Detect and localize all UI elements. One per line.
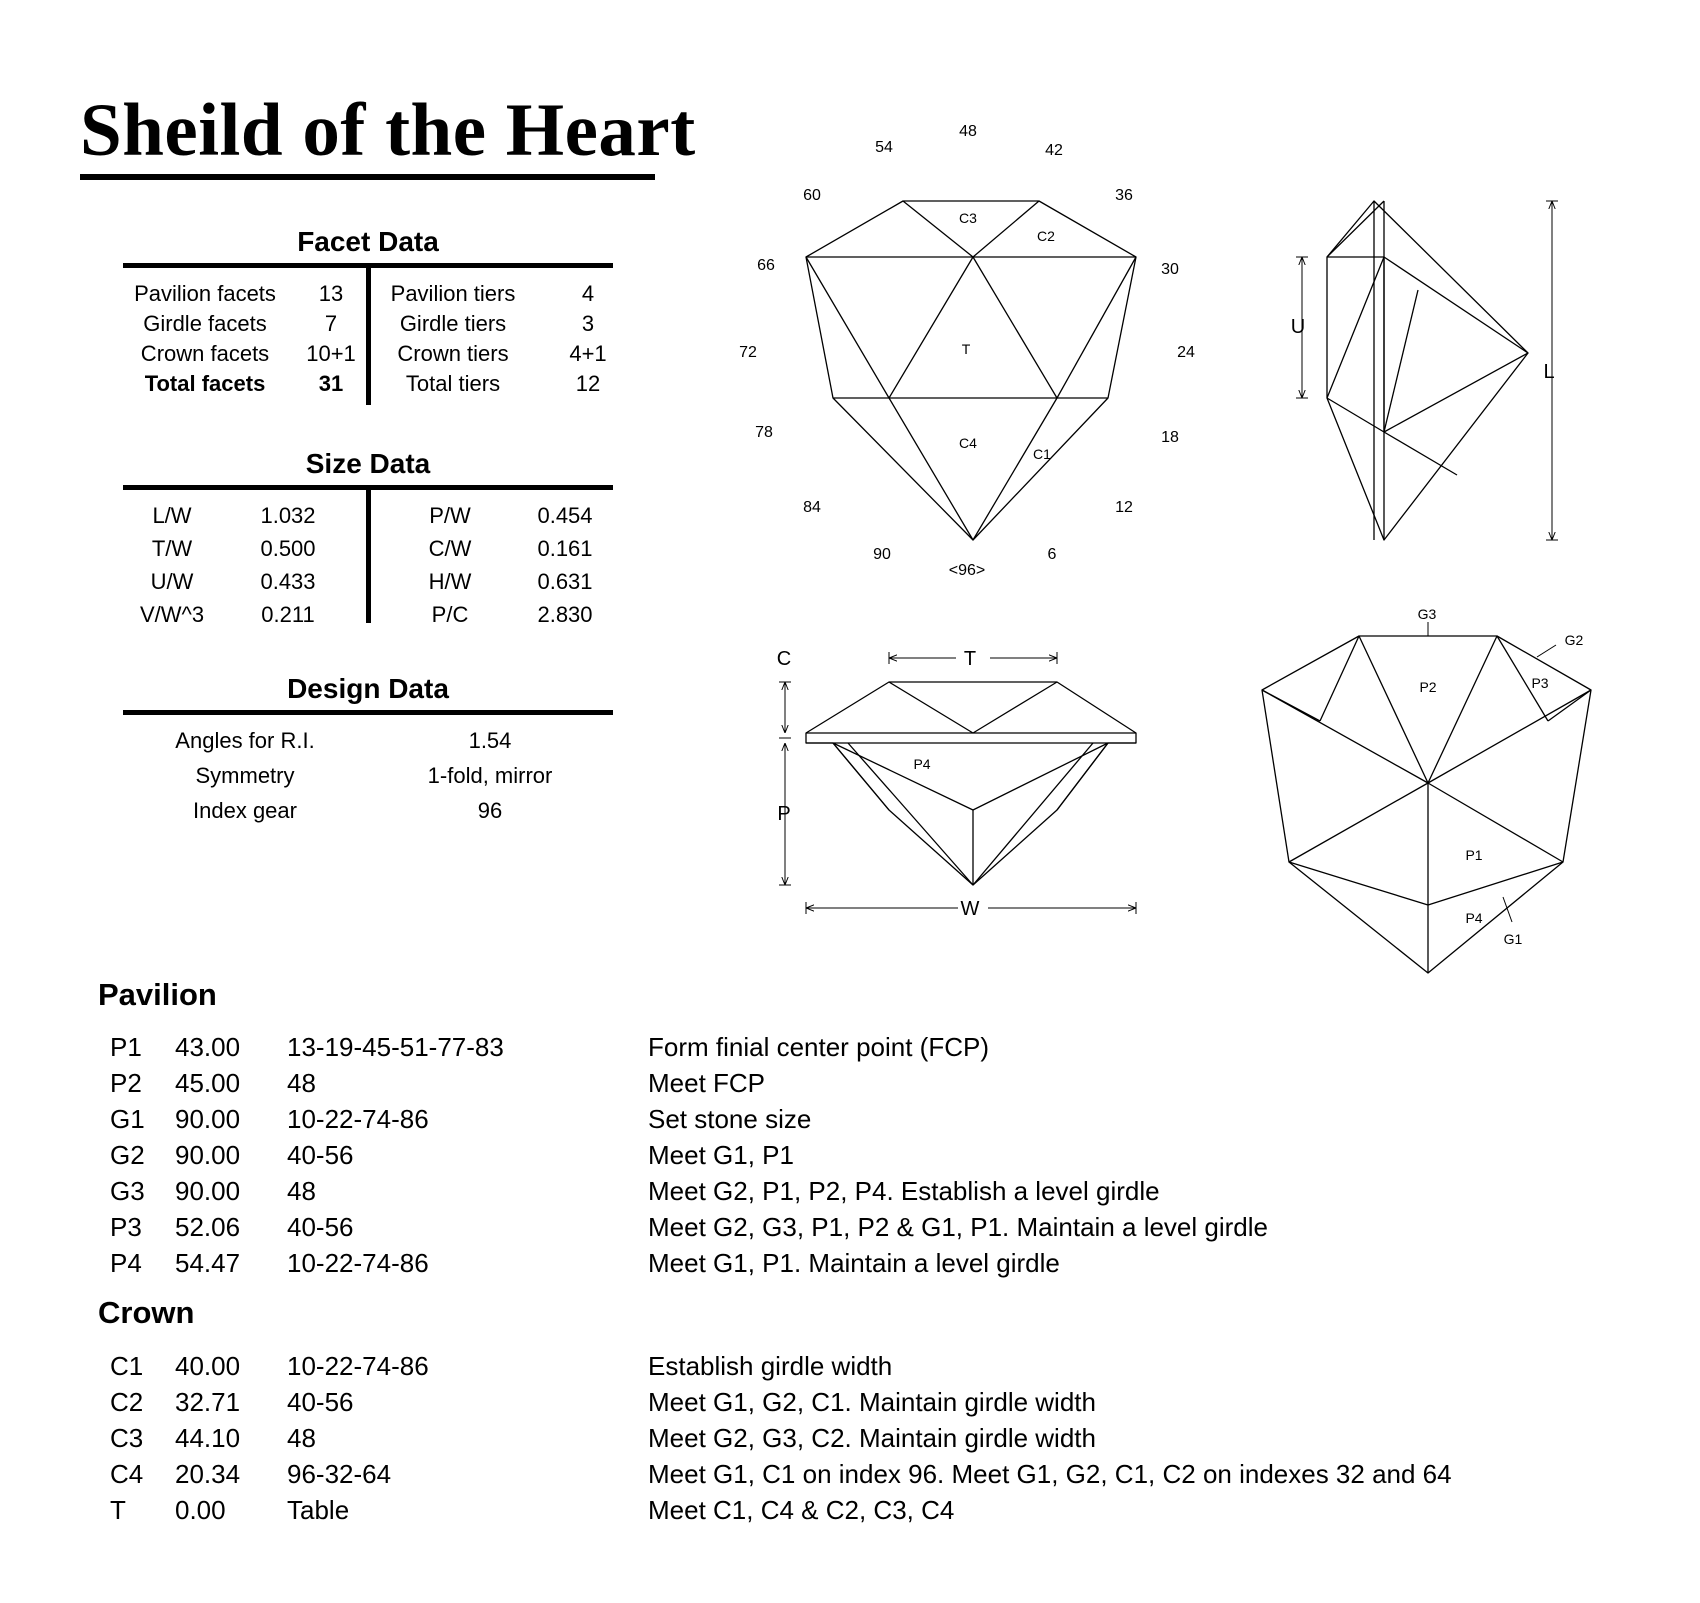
tier-value: 3	[581, 311, 595, 336]
size-value: 0.433	[260, 569, 316, 594]
facet-note: Meet G2, P1, P2, P4. Establish a level girdle	[648, 1176, 1160, 1206]
facet-angle: 0.00	[175, 1495, 226, 1525]
facet-note: Meet C1, C4 & C2, C3, C4	[648, 1495, 955, 1525]
tier-label: Girdle tiers	[399, 311, 507, 336]
size-label: L/W	[152, 503, 192, 528]
profile-dimension-lines	[779, 652, 1136, 914]
page-title: Sheild of the Heart	[80, 89, 696, 172]
side-dimension-label: L	[1543, 361, 1555, 383]
facet-id: G3	[110, 1176, 145, 1206]
size-label: V/W^3	[139, 602, 205, 627]
crown-view-diagram	[806, 201, 1136, 540]
index-label: 60	[803, 187, 821, 204]
side-dimension-label: U	[1290, 316, 1306, 338]
facet-index: Table	[287, 1495, 350, 1525]
facet-angle: 45.00	[175, 1068, 241, 1098]
pavilion-facet-label: P2	[1419, 679, 1437, 695]
profile-label: P	[777, 803, 791, 825]
index-label: 54	[875, 139, 893, 156]
crown-facet-label: C2	[1037, 228, 1055, 244]
pavilion-facet-label: P3	[1531, 675, 1549, 691]
facet-note: Meet G1, P1. Maintain a level girdle	[648, 1248, 1060, 1278]
index-label: 42	[1045, 142, 1063, 159]
facet-index: 13-19-45-51-77-83	[287, 1032, 504, 1062]
size-label: P/C	[431, 602, 469, 627]
size-value: 0.631	[537, 569, 593, 594]
facet-index: 96-32-64	[287, 1459, 392, 1489]
size-value: 0.211	[261, 602, 315, 627]
facet-note: Meet FCP	[648, 1068, 766, 1098]
facet-label: Girdle facets	[143, 311, 267, 336]
facet-note: Meet G2, G3, P1, P2 & G1, P1. Maintain a level girdle	[648, 1212, 1268, 1242]
size-value: 0.161	[537, 536, 593, 561]
crown-heading: Crown	[98, 1295, 195, 1330]
index-label: 72	[739, 344, 757, 361]
index-label: 12	[1115, 499, 1133, 516]
facet-note: Establish girdle width	[648, 1351, 893, 1381]
tier-value: 12	[575, 371, 601, 396]
index-label: 18	[1161, 429, 1179, 446]
facet-data-heading: Facet Data	[297, 226, 439, 257]
facet-index: 48	[287, 1068, 316, 1098]
side-dimension-lines	[1296, 201, 1558, 540]
facet-id: C1	[110, 1351, 144, 1381]
facet-label: Crown facets	[140, 341, 270, 366]
index-label: 6	[1047, 546, 1057, 563]
size-label: P/W	[429, 503, 471, 528]
facet-index: 48	[287, 1176, 316, 1206]
size-label: U/W	[150, 569, 194, 594]
pavilion-facet-label: G1	[1503, 931, 1523, 947]
profile-view-diagram	[806, 682, 1136, 885]
facet-index: 48	[287, 1423, 316, 1453]
profile-facet-label: P4	[913, 756, 931, 772]
index-label: 36	[1115, 187, 1133, 204]
size-data-heading: Size Data	[305, 448, 431, 479]
facet-id: G2	[110, 1140, 145, 1170]
facet-id: P4	[110, 1248, 142, 1278]
index-label: 90	[873, 546, 891, 563]
facet-value: 10+1	[306, 341, 356, 366]
tier-label: Total tiers	[405, 371, 501, 396]
facet-id: C4	[110, 1459, 144, 1489]
tier-value: 4	[581, 281, 595, 306]
pavilion-facet-label: G2	[1564, 632, 1584, 648]
facet-note: Form finial center point (FCP)	[648, 1032, 989, 1062]
facet-note: Meet G2, G3, C2. Maintain girdle width	[648, 1423, 1096, 1453]
facet-value-total: 31	[318, 371, 344, 396]
pavilion-instructions	[0, 1032, 1700, 1284]
facet-label-total: Total facets	[144, 371, 266, 396]
facet-id: P1	[110, 1032, 142, 1062]
profile-label: T	[963, 648, 977, 670]
facet-id: T	[110, 1495, 126, 1525]
facet-index: 10-22-74-86	[287, 1104, 429, 1134]
tier-value: 4+1	[569, 341, 607, 366]
index-label: 66	[757, 257, 775, 274]
facet-id: G1	[110, 1104, 145, 1134]
facet-id: C3	[110, 1423, 144, 1453]
facet-angle: 90.00	[175, 1104, 241, 1134]
size-label: T/W	[151, 536, 193, 561]
index-label: 84	[803, 499, 821, 516]
facet-note: Meet G1, P1	[648, 1140, 794, 1170]
index-label: 30	[1161, 261, 1179, 278]
pavilion-heading: Pavilion	[98, 977, 217, 1012]
design-label: Angles for R.I.	[175, 728, 315, 753]
design-label: Index gear	[193, 798, 297, 823]
size-value: 0.500	[260, 536, 316, 561]
size-value: 2.830	[537, 602, 593, 627]
facet-angle: 44.10	[175, 1423, 241, 1453]
tier-label: Crown tiers	[397, 341, 509, 366]
size-value: 1.032	[260, 503, 316, 528]
facet-index: 40-56	[287, 1387, 354, 1417]
facet-angle: 40.00	[175, 1351, 241, 1381]
facet-angle: 32.71	[175, 1387, 241, 1417]
facet-angle: 90.00	[175, 1140, 241, 1170]
facet-index: 40-56	[287, 1212, 354, 1242]
design-label: Symmetry	[195, 763, 295, 788]
index-label: 48	[959, 123, 977, 140]
pavilion-facet-label: P1	[1465, 847, 1483, 863]
pavilion-facet-label: P4	[1465, 910, 1483, 926]
facet-note: Meet G1, C1 on index 96. Meet G1, G2, C1, C2 on indexes 32 and 64	[648, 1459, 1452, 1489]
tier-label: Pavilion tiers	[390, 281, 516, 306]
size-label: C/W	[428, 536, 472, 561]
crown-facet-label: C3	[959, 210, 977, 226]
facet-angle: 54.47	[175, 1248, 241, 1278]
facet-index: 10-22-74-86	[287, 1248, 429, 1278]
facet-angle: 90.00	[175, 1176, 241, 1206]
facet-value: 13	[318, 281, 344, 306]
profile-label: C	[776, 648, 792, 670]
facet-index: 10-22-74-86	[287, 1351, 429, 1381]
index-label: 78	[755, 424, 773, 441]
facet-id: P2	[110, 1068, 142, 1098]
facet-angle: 20.34	[175, 1459, 241, 1489]
facet-id: P3	[110, 1212, 142, 1242]
design-value: 96	[477, 798, 503, 823]
facet-index: 40-56	[287, 1140, 354, 1170]
side-view-diagram	[1327, 201, 1528, 540]
facet-angle: 52.06	[175, 1212, 241, 1242]
facet-angle: 43.00	[175, 1032, 241, 1062]
design-value: 1.54	[468, 728, 512, 753]
design-value: 1-fold, mirror	[427, 763, 553, 788]
size-value: 0.454	[537, 503, 593, 528]
profile-label: W	[960, 898, 980, 920]
crown-facet-label: T	[961, 341, 971, 357]
crown-facet-label: C1	[1033, 446, 1051, 462]
index-label: 24	[1177, 344, 1195, 361]
facet-id: C2	[110, 1387, 144, 1417]
design-data-heading: Design Data	[287, 673, 449, 704]
facet-label: Pavilion facets	[134, 281, 276, 306]
facet-value: 7	[324, 311, 338, 336]
index-label: <96>	[948, 562, 986, 579]
facet-note: Set stone size	[648, 1104, 812, 1134]
facet-note: Meet G1, G2, C1. Maintain girdle width	[648, 1387, 1096, 1417]
crown-facet-label: C4	[959, 435, 977, 451]
pavilion-facet-label: G3	[1417, 606, 1437, 622]
size-label: H/W	[428, 569, 472, 594]
crown-instructions	[0, 1351, 1700, 1531]
